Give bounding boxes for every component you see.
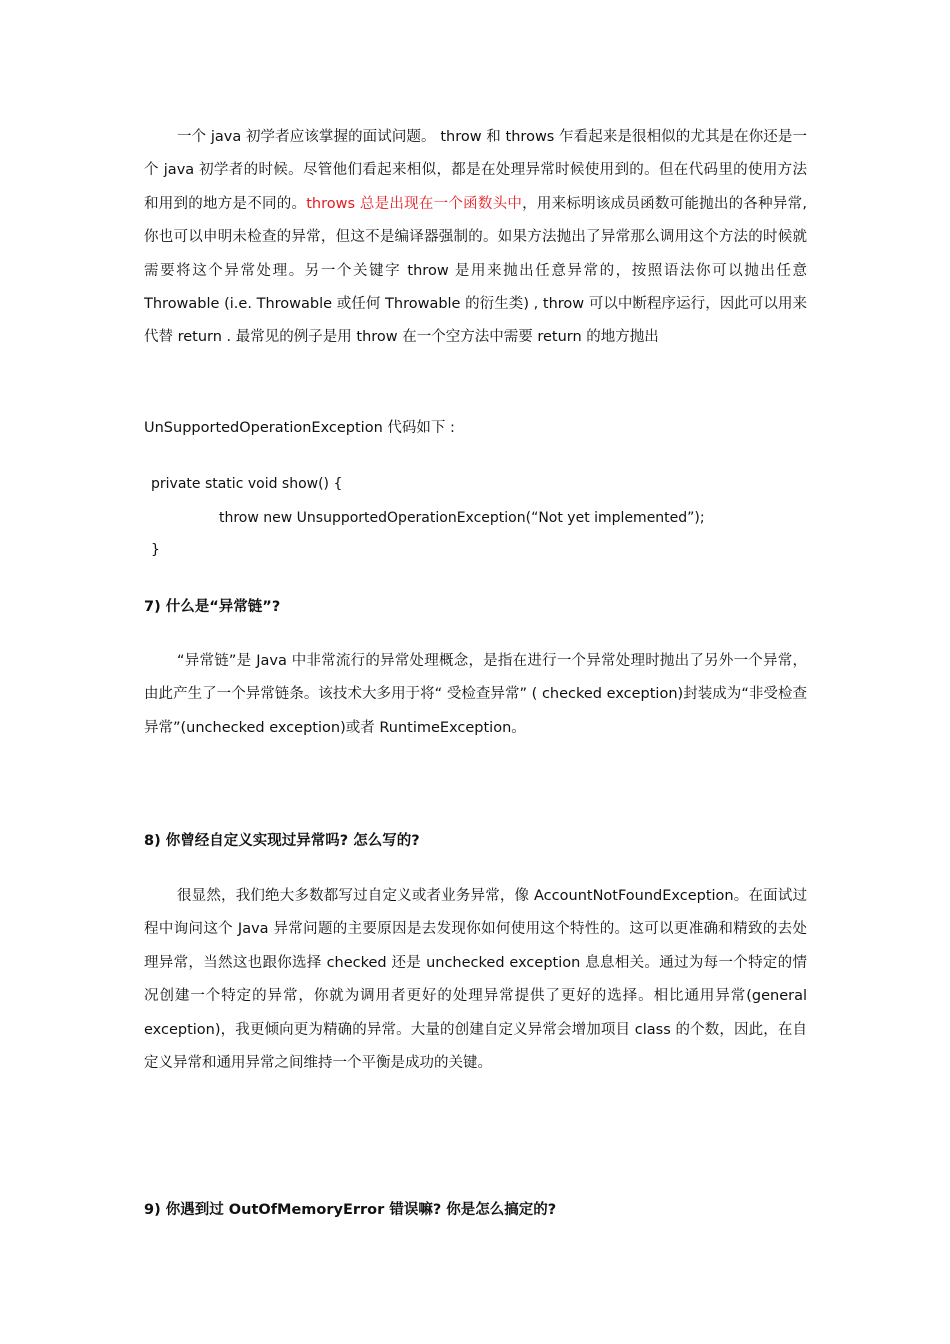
- code-line-1: private static void show() {: [151, 476, 343, 492]
- q8-answer: 很显然，我们绝大多数都写过自定义或者业务异常，像 AccountNotFoundException。在面试过程中询问这个 Java 异常问题的主要原因是去发现你如何使用这个特性的。这可以更准确和精致的去处理异常，当然这也跟你选择 checked 还是 unchecked exception 息息相关。通过为每一个特定的情况创建一个特定的异常，你就为调用者更好的处理异常提供了更好的选择。相比通用异常(general exception)，我更倾向更为精确的异常。大量的创建自定义异常会增加项目 class 的个数，因此，在自定义异常和通用异常之间维持一个平衡是成功的关键。: [144, 888, 807, 1072]
- q8-heading: 8) 你曾经自定义实现过异常吗? 怎么写的?: [144, 833, 420, 849]
- q7-heading: 7) 什么是“异常链”?: [144, 599, 281, 615]
- intro-paragraph: [144, 121, 807, 355]
- intro-text-part2: ，用来标明该成员函数可能抛出的各种异常, 你也可以申明未检查的异常，但这不是编译器强制的。如果方法抛出了异常那么调用这个方法的时候就需要将这个异常处理。另一个关键字 throw 是用来抛出任意异常的，按照语法你可以抛出任意 Throwable (i.e. Throwable 或任何 Throwable 的衍生类) , throw 可以中断程序运行，因此可以用来代替 return . 最常见的例子是用 throw 在一个空方法中需要 return 的地方抛出: [144, 195, 807, 346]
- q9-heading: 9) 你遇到过 OutOfMemoryError 错误嘛? 你是怎么搞定的?: [144, 1202, 557, 1218]
- code-line-2: throw new UnsupportedOperationException(“Not yet implemented”);: [219, 510, 705, 526]
- intro-highlight: throws 总是出现在一个函数头中: [306, 195, 523, 212]
- q7-answer: “异常链”是 Java 中非常流行的异常处理概念，是指在进行一个异常处理时抛出了另外一个异常，由此产生了一个异常链条。该技术大多用于将“ 受检查异常” ( checked exception)封装成为“非受检查异常”(unchecked exception)或者 RuntimeException。: [144, 653, 807, 736]
- intro-text-part1: 一个 java 初学者应该掌握的面试问题。 throw 和 throws 乍看起来是很相似的尤其是在你还是一个 java 初学者的时候。尽管他们看起来相似，都是在处理异常时候使用到的。但在代码里的使用方法和用到的地方是不同的。: [144, 129, 807, 212]
- code-intro-line: UnSupportedOperationException 代码如下 :: [144, 420, 455, 436]
- code-line-3: }: [151, 542, 160, 558]
